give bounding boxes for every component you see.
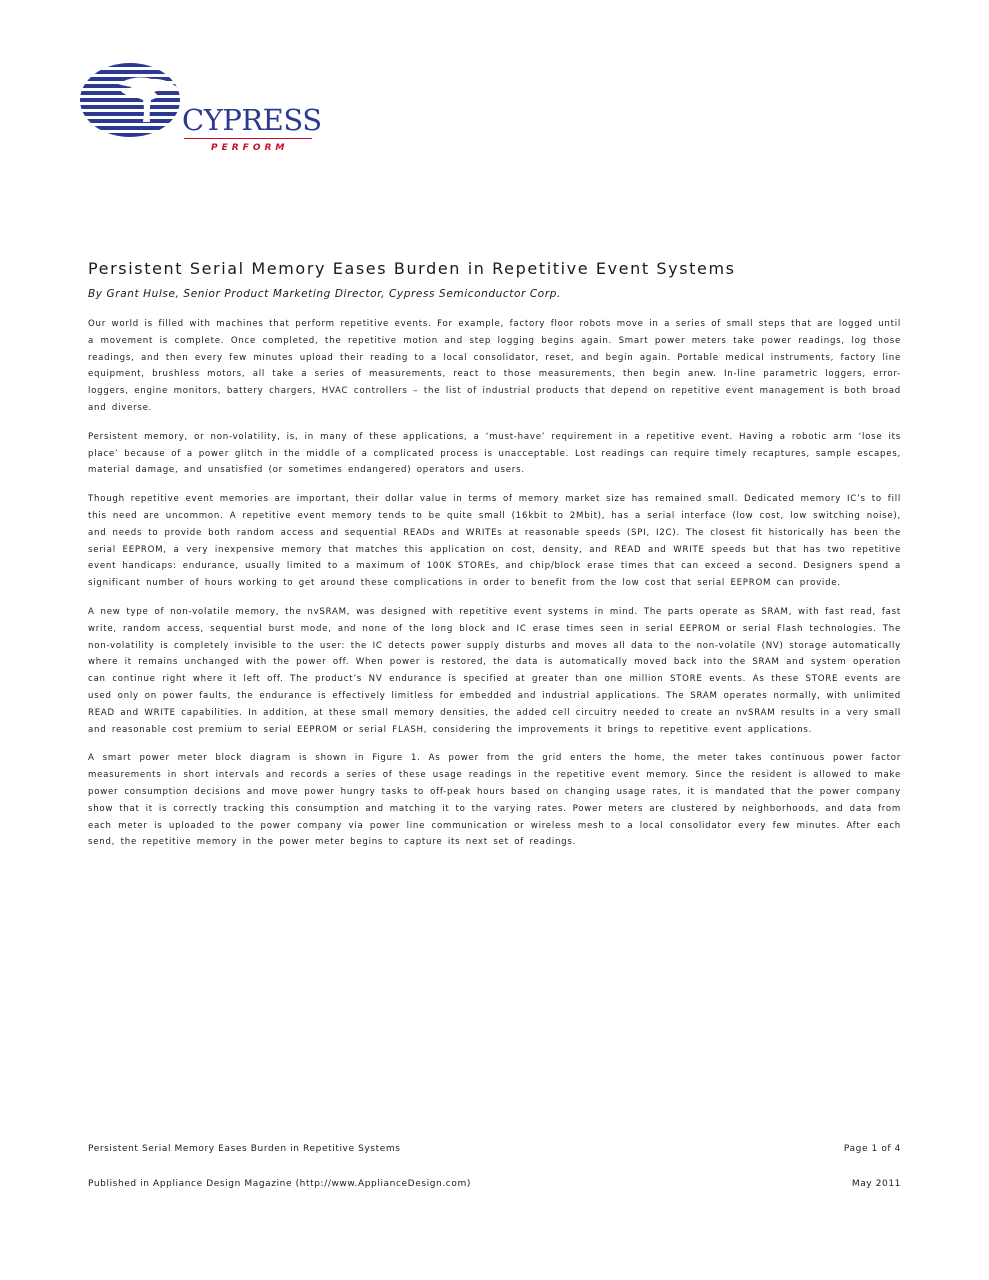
paragraph-4: A new type of non-volatile memory, the nvSRAM, was designed with repetitive event systems in mind. The parts operate as SRAM, with fast read, fast write, random access, sequential burst mode, and none of the long block and IC erase times seen in serial EEPROM or serial Flash technologies. The non-volatility is completely invisible to the user: the IC detects power supply disturbs and moves all data to the non-volatile (NV) storage automatically where it remains unchanged with the power off. When power is restored, the data is automatically moved back into the SRAM and system operation can continue right where it left off. The product’s NV endurance is specified at greater than one million STORE events. As these STORE events are used only on power faults, the endurance is effectively limitless for embedded and industrial applications. The SRAM operates normally, with unlimited READ and WRITE capabilities. In addition, at these small memory densities, the added cell circuitry needed to create an nvSRAM results in a very small and reasonable cost premium to serial EEPROM or serial FLASH, considering the improvements it brings to repetitive event applications. bbox=[88, 606, 901, 735]
article-title: Persistent Serial Memory Eases Burden in Repetitive Event Systems bbox=[88, 259, 736, 278]
paragraph-2: Persistent memory, or non-volatility, is, in many of these applications, a ‘must-have’ requirement in a repetitive event. Having a robotic arm ‘lose its place’ because of a power glitch in the middle of a complicated process is unacceptable. Lost readings can require timely recaptures, sample escapes, material damage, and unsatisfied (or sometimes endangered) operators and users. bbox=[88, 431, 901, 476]
page-footer-top bbox=[88, 1142, 901, 1156]
logo-tagline: PERFORM bbox=[211, 143, 289, 153]
page-footer-bottom bbox=[88, 1177, 901, 1191]
article-body bbox=[88, 316, 901, 863]
logo-wordmark: CYPRESS bbox=[182, 103, 322, 137]
cypress-globe-tree-icon bbox=[80, 62, 180, 142]
footer-publication: Published in Appliance Design Magazine (http://www.ApplianceDesign.com) bbox=[88, 1179, 471, 1189]
cypress-logo bbox=[80, 62, 320, 162]
paragraph-5: A smart power meter block diagram is shown in Figure 1. As power from the grid enters the home, the meter takes continuous power factor measurements in short intervals and records a series of these usage readings in the repetitive event memory. Since the resident is allowed to make power consumption decisions and move power hungry tasks to off-peak hours based on changing usage rates, it is mandated that the power company show that it is correctly tracking this consumption and matching it to the varying rates. Power meters are clustered by neighborhoods, and data from each meter is uploaded to the power company via power line communication or wireless mesh to a local consolidator every few minutes. After each send, the repetitive memory in the power meter begins to capture its next set of readings. bbox=[88, 753, 901, 848]
logo-divider bbox=[184, 138, 312, 139]
paragraph-3: Though repetitive event memories are important, their dollar value in terms of memory market size has remained small. Dedicated memory IC’s to fill this need are uncommon. A repetitive event memory tends to be quite small (16kbit to 2Mbit), has a serial interface (low cost, low switching noise), and needs to provide both random access and sequential READs and WRITEs at reasonable speeds (SPI, I2C). The closest fit historically has been the serial EEPROM, a very inexpensive memory that matches this application on cost, density, and READ and WRITE speeds but that has two repetitive event handicaps: endurance, usually limited to a maximum of 100K STOREs, and chip/block erase times that can exceed a second. Designers spend a significant number of hours working to get around these complications in order to benefit from the low cost that serial EEPROM can provide. bbox=[88, 494, 901, 589]
footer-date: May 2011 bbox=[851, 1179, 901, 1189]
article-byline: By Grant Hulse, Senior Product Marketing Director, Cypress Semiconductor Corp. bbox=[88, 288, 561, 300]
footer-page-number: Page 1 of 4 bbox=[843, 1144, 901, 1154]
paragraph-1: Our world is filled with machines that perform repetitive events. For example, factory floor robots move in a series of small steps that are logged until a movement is complete. Once completed, the repetitive motion and step logging begins again. Smart power meters take power readings, log those readings, and then every few minutes upload their reading to a local consolidator, reset, and begin again. Portable medical instruments, factory line equipment, brushless motors, all take a series of measurements, react to those measurements, then begin anew. In-line parametric loggers, error-loggers, engine monitors, battery chargers, HVAC controllers – the list of industrial products that depend on repetitive event management is both broad and diverse. bbox=[88, 319, 901, 413]
footer-doc-title: Persistent Serial Memory Eases Burden in Repetitive Systems bbox=[88, 1144, 401, 1154]
